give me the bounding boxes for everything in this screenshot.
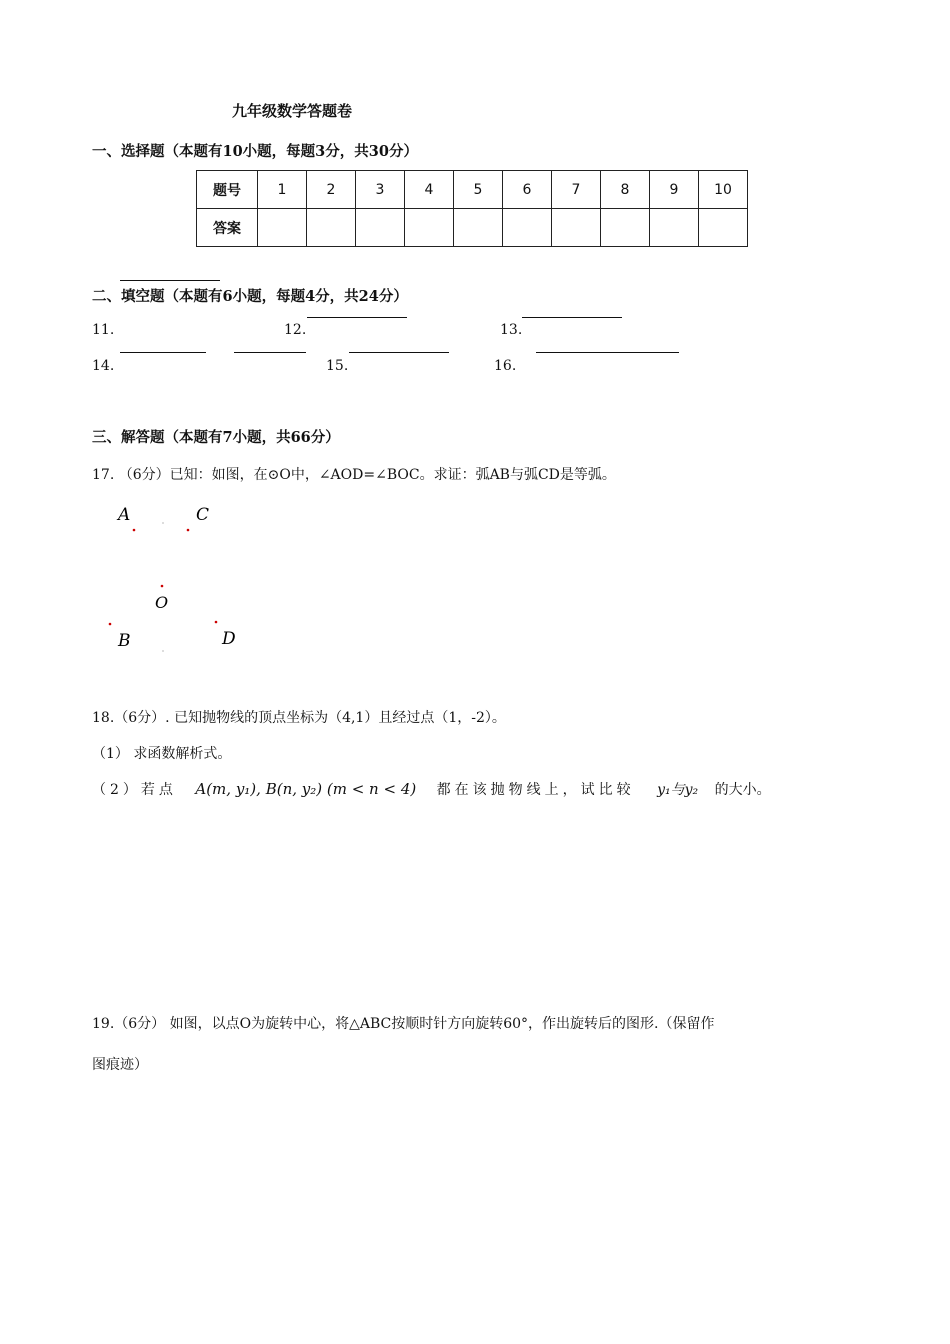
fill-label-11: 11.	[92, 322, 115, 338]
table-row-numbers	[197, 171, 748, 209]
part-2-suffix: 的大小。	[714, 782, 771, 798]
blank-line-15[interactable]	[349, 352, 449, 353]
section1-heading: 一、选择题（本题有10小题，每题3分，共30分）	[92, 143, 418, 160]
label-c: C	[196, 505, 210, 525]
number-cell: 9	[650, 171, 699, 209]
part-2-prefix: （2）若点	[92, 782, 177, 798]
answer-cell-8[interactable]	[601, 209, 650, 247]
fill-label-15: 15.	[326, 358, 349, 374]
circle-figure	[100, 500, 260, 660]
section3-heading: 三、解答题（本题有7小题，共66分）	[92, 429, 340, 446]
label-a: A	[118, 505, 131, 525]
number-cell: 6	[503, 171, 552, 209]
number-cell: 3	[356, 171, 405, 209]
part-2-points-math: A(m, y₁), B(n, y₂) (m < n < 4)	[195, 780, 417, 798]
point-a-mark	[133, 529, 136, 532]
circle-figure-svg	[100, 500, 260, 660]
answer-cell-5[interactable]	[454, 209, 503, 247]
divider-line	[120, 280, 220, 281]
point-b-mark	[109, 623, 112, 626]
fill-label-13: 13.	[500, 322, 523, 338]
question-18-part-1: （1） 求函数解析式。	[92, 746, 232, 762]
question-19-continued: 图痕迹）	[92, 1057, 148, 1073]
number-cell: 8	[601, 171, 650, 209]
number-cell: 4	[405, 171, 454, 209]
question-18: 18.（6分）. 已知抛物线的顶点坐标为（4,1）且经过点（1，-2）。	[92, 710, 506, 726]
label-b: B	[118, 631, 131, 651]
question-17: 17. （6分）已知：如图，在⊙O中，∠AOD=∠BOC。求证：弧AB与弧CD是等弧。	[92, 467, 616, 483]
label-d: D	[222, 629, 236, 649]
part-2-compare-math: y₁与y₂	[657, 782, 699, 798]
number-cell: 1	[258, 171, 307, 209]
label-o: O	[155, 593, 169, 612]
question-19: 19.（6分） 如图，以点O为旋转中心，将△ABC按顺时针方向旋转60°，作出旋转后的图形.（保留作	[92, 1016, 715, 1032]
fill-label-12: 12.	[284, 322, 307, 338]
blank-line-11[interactable]	[120, 352, 206, 353]
blank-line-14[interactable]	[234, 352, 306, 353]
number-cell: 5	[454, 171, 503, 209]
question-18-part-2	[92, 779, 771, 799]
page-title: 九年级数学答题卷	[232, 102, 353, 120]
blank-line-12[interactable]	[307, 317, 407, 318]
point-d-mark	[215, 621, 218, 624]
answer-cell-10[interactable]	[699, 209, 748, 247]
header-label-cell: 题号	[197, 171, 258, 209]
answer-cell-7[interactable]	[552, 209, 601, 247]
answer-cell-9[interactable]	[650, 209, 699, 247]
blank-line-13[interactable]	[522, 317, 622, 318]
answer-cell-1[interactable]	[258, 209, 307, 247]
answer-cell-4[interactable]	[405, 209, 454, 247]
section2-heading: 二、填空题（本题有6小题，每题4分，共24分）	[92, 288, 408, 305]
answer-label-cell: 答案	[197, 209, 258, 247]
table-row-answers	[197, 209, 748, 247]
fill-label-14: 14.	[92, 358, 115, 374]
point-c-mark	[187, 529, 190, 532]
faint-mark	[162, 650, 164, 652]
point-o-mark	[161, 585, 164, 588]
number-cell: 7	[552, 171, 601, 209]
answer-cell-3[interactable]	[356, 209, 405, 247]
part-2-middle-text: 都在该抛物线上，试比较	[436, 782, 635, 798]
fill-label-16: 16.	[494, 358, 517, 374]
blank-line-16[interactable]	[536, 352, 679, 353]
number-cell: 2	[307, 171, 356, 209]
answer-cell-6[interactable]	[503, 209, 552, 247]
number-cell: 10	[699, 171, 748, 209]
faint-mark	[162, 522, 164, 524]
answer-table	[196, 170, 748, 247]
answer-cell-2[interactable]	[307, 209, 356, 247]
